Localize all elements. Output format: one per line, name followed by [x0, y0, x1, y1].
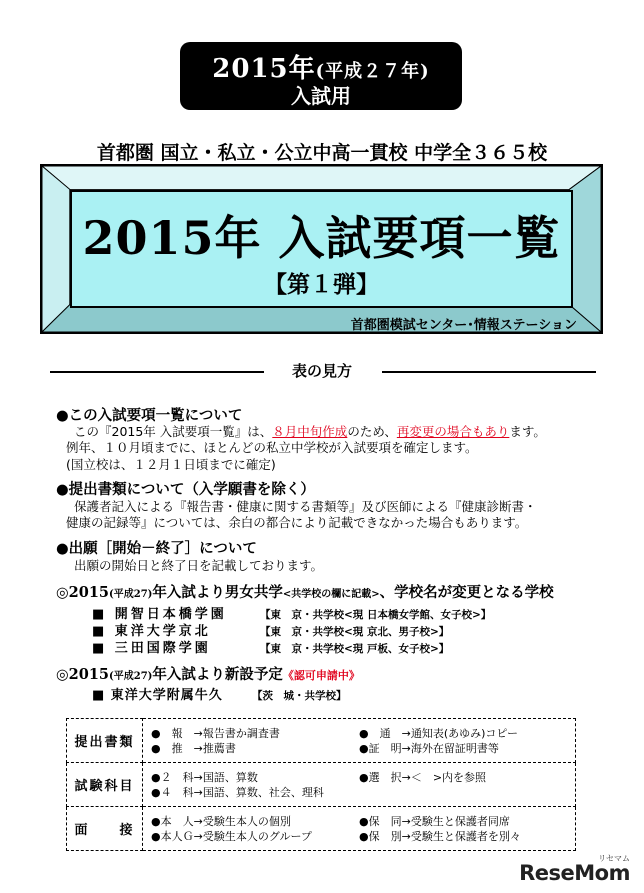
newschool-status: 《認可申請中》: [282, 669, 360, 682]
docs-line-2: 健康の記録等』については、余白の都合により記載できなかった場合もあります。: [66, 515, 528, 530]
legend-item: ● 報 →報告書か調査書: [151, 726, 280, 740]
school-note: 【茨 城・共学校】: [252, 690, 347, 702]
logo-subtext: リセマム: [598, 854, 630, 863]
legend-item: ● 通 →通知表(あゆみ)コピー: [359, 726, 518, 740]
legend-item: ●保 同→受験生と保護者同席: [359, 814, 510, 828]
badge-usage: 入試用: [291, 84, 351, 108]
coed-heading-era: (平成27): [109, 589, 153, 600]
legend-label: [67, 763, 143, 807]
legend-item: ●証 明→海外在留証明書等: [359, 741, 499, 755]
application-line-1: 出願の開始日と終了日を記載しております。: [74, 558, 324, 573]
main-title: 2015年 入試要項一覧: [82, 211, 561, 265]
title-frame: [40, 164, 603, 334]
title-panel: [70, 190, 573, 308]
legend-item: ●本 人→受験生本人の個別: [151, 814, 291, 828]
coed-heading-note: <共学校の欄に記載>: [282, 589, 380, 600]
school-note: 【東 京・共学校<現 日本橋女学館、女子校>】: [260, 609, 492, 621]
about-highlight-change: 再変更の場合もあり: [396, 424, 510, 439]
document-subtitle: 首都圏 国立・私立・公立中高一貫校 中学全３６５校: [96, 142, 548, 164]
about-line-3: (国立校は、１２月１日頃までに確定): [66, 457, 276, 472]
coed-heading-main: 年入試より男女共学: [152, 584, 283, 601]
school-note: 【東 京・共学校<現 戸板、女子校>】: [260, 643, 450, 655]
newschool-row: [92, 684, 347, 703]
badge-year: 2015年: [212, 54, 316, 84]
newschool-heading-year: ◎2015: [56, 666, 110, 683]
legend-item: ● 推 →推薦書: [151, 741, 236, 755]
newschool-heading-main: 年入試より新設予定: [152, 666, 283, 683]
docs-heading: ●提出書類について（入学願書を除く）: [56, 482, 315, 498]
resemom-logo: [519, 854, 630, 885]
coed-school-row: [92, 637, 449, 656]
legend-row: [67, 763, 576, 807]
about-text-c: ます。: [509, 424, 546, 439]
legend-label: [67, 807, 143, 851]
school-name: ■ 開智日本橋学園: [92, 607, 227, 622]
legend-content: [143, 719, 576, 763]
volume-label: 【第１弾】: [264, 271, 379, 298]
legend-item: ●２ 科→国語、算数: [151, 770, 258, 784]
docs-line-1: 保護者記入による『報告書・健康に関する書類等』及び医師による『健康診断書・: [74, 499, 537, 514]
legend-item: ●４ 科→国語、算数、社会、理科: [151, 785, 324, 799]
legend-item: ●選 択→＜ >内を参照: [359, 770, 487, 784]
about-heading: ●この入試要項一覧について: [56, 408, 243, 424]
legend-content: [143, 807, 576, 851]
section-title: 表の見方: [291, 362, 352, 380]
year-badge: [180, 42, 462, 110]
legend-label-text: 試験科目: [74, 779, 135, 794]
about-highlight-date: ８月中旬作成: [272, 424, 348, 439]
coed-heading: [56, 581, 554, 602]
publisher-name: 首都圏模試センター･情報ステーション: [350, 318, 577, 333]
badge-era: (平成２７年): [315, 61, 430, 82]
section-divider-right: [382, 371, 596, 373]
about-text-a: この『2015年 入試要項一覧』は、: [74, 424, 273, 439]
coed-heading-year: ◎2015: [56, 584, 110, 601]
legend-item: [359, 785, 567, 800]
legend-content: [143, 763, 576, 807]
legend-label: [67, 719, 143, 763]
school-name: ■ 三田国際学園: [92, 641, 211, 656]
application-heading: ●出願［開始－終了］について: [56, 541, 257, 557]
legend-item: ●保 別→受験生と保護者を別々: [359, 829, 521, 843]
legend-label-text: 面 接: [74, 823, 135, 838]
school-name: ■ 東洋大学附属牛久: [92, 688, 223, 703]
legend-item: ●本人Ｇ→受験生本人のグループ: [151, 829, 312, 843]
school-name: ■ 東洋大学京北: [92, 624, 211, 639]
legend-table: [66, 718, 576, 851]
legend-label-text: 提出書類: [74, 735, 135, 750]
legend-row: [67, 807, 576, 851]
legend-row: [67, 719, 576, 763]
about-line-2: 例年、１０月頃までに、ほとんどの私立中学校が入試要項を確定します。: [66, 440, 478, 455]
newschool-heading-era: (平成27): [109, 671, 153, 682]
logo-text: ReseMom: [519, 861, 630, 885]
school-note: 【東 京・共学校<現 京北、男子校>】: [260, 626, 450, 638]
about-text-b: のため、: [347, 424, 397, 439]
coed-heading-tail: 、学校名が変更となる学校: [379, 584, 554, 601]
newschool-heading: [56, 663, 360, 684]
